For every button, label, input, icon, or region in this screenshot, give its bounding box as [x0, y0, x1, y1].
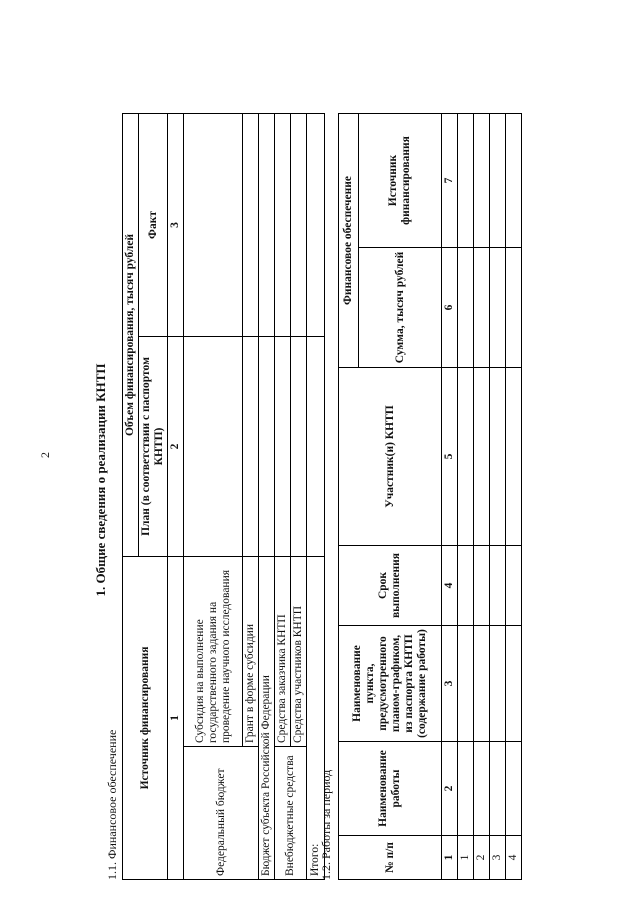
works-header-name: Наименование работы — [339, 742, 442, 836]
works-col-num-5: 5 — [442, 368, 458, 546]
finance-cell-value — [275, 113, 291, 336]
finance-row-grant-label: Грант в форме субсидии — [243, 556, 259, 746]
works-col-num-7: 7 — [442, 114, 458, 248]
works-col-num-1: 1 — [442, 836, 458, 880]
works-col-numbers-row — [442, 114, 458, 880]
table-row — [458, 114, 474, 880]
table-cell — [490, 248, 506, 368]
works-row-number: 3 — [490, 836, 506, 880]
works-row-number: 1 — [458, 836, 474, 880]
page-number: 2 — [38, 452, 52, 458]
finance-cell-value — [184, 336, 243, 556]
table-cell — [474, 546, 490, 626]
finance-header-fact: Факт — [139, 113, 168, 336]
table-cell — [490, 368, 506, 546]
table-cell — [506, 114, 522, 248]
finance-row-total — [307, 113, 325, 879]
finance-row-regional — [259, 113, 275, 879]
works-header-num: № п/п — [339, 836, 442, 880]
table-cell — [458, 626, 474, 742]
finance-cell-value — [307, 336, 325, 556]
finance-row-total-label: Итого: — [307, 556, 325, 879]
table-cell — [458, 742, 474, 836]
works-col-num-2: 2 — [442, 742, 458, 836]
finance-row-subsidy-label: Субсидия на выполнение государственного задания на проведение научного исследования — [184, 556, 243, 746]
table-cell — [474, 368, 490, 546]
finance-row-extrabudget-customer — [275, 113, 291, 879]
finance-cell-value — [291, 113, 307, 336]
finance-section-label: 1.1. Финансовое обеспечение — [105, 729, 119, 880]
finance-row-regional-label: Бюджет субъекта Российской Федерации — [259, 556, 275, 879]
table-row — [474, 114, 490, 880]
finance-header-volume: Объем финансирования, тысяч рублей — [123, 113, 139, 556]
works-header-item: Наименование пункта, предусмотренного планом-графиком, из паспорта КНТП (содержание работы) — [339, 626, 442, 742]
finance-col-num-2: 2 — [168, 336, 184, 556]
finance-col-num-3: 3 — [168, 113, 184, 336]
finance-cell-value — [243, 336, 259, 556]
finance-row-participants-label: Средства участников КНТП — [291, 556, 307, 746]
works-header-finance: Финансовое обеспечение — [339, 114, 359, 368]
finance-cell-value — [291, 336, 307, 556]
finance-col-num-1: 1 — [168, 556, 184, 879]
table-cell — [490, 114, 506, 248]
table-cell — [458, 368, 474, 546]
table-cell — [458, 248, 474, 368]
finance-cell-value — [259, 336, 275, 556]
finance-header-row — [123, 113, 139, 879]
table-cell — [490, 742, 506, 836]
finance-header-source: Источник финансирования — [123, 556, 168, 879]
table-cell — [474, 742, 490, 836]
works-header-row — [339, 114, 359, 880]
table-cell — [506, 248, 522, 368]
table-cell — [474, 626, 490, 742]
rotated-page-content — [90, 80, 519, 880]
finance-row-customer-label: Средства заказчика КНТП — [275, 556, 291, 746]
finance-row-federal-label: Федеральный бюджет — [184, 747, 259, 880]
table-cell — [458, 546, 474, 626]
finance-cell-value — [259, 113, 275, 336]
works-row-number: 4 — [506, 836, 522, 880]
page-title: 1. Общие сведения о реализации КНТП — [93, 363, 108, 597]
table-cell — [506, 742, 522, 836]
table-row — [506, 114, 522, 880]
table-row — [490, 114, 506, 880]
works-col-num-6: 6 — [442, 248, 458, 368]
works-col-num-4: 4 — [442, 546, 458, 626]
table-cell — [506, 368, 522, 546]
table-cell — [490, 546, 506, 626]
finance-col-numbers-row — [168, 113, 184, 879]
finance-cell-value — [184, 113, 243, 336]
table-cell — [506, 546, 522, 626]
table-cell — [490, 626, 506, 742]
works-col-num-3: 3 — [442, 626, 458, 742]
table-cell — [458, 114, 474, 248]
table-cell — [474, 114, 490, 248]
works-section-label: 1.2. Работы за период — [319, 769, 333, 880]
finance-row-federal-subsidy — [184, 113, 243, 879]
finance-row-extrabudget-label: Внебюджетные средства — [275, 747, 307, 880]
table-cell — [474, 248, 490, 368]
works-header-participant: Участник(и) КНТП — [339, 368, 442, 546]
works-header-term: Срок выполнения — [339, 546, 442, 626]
finance-header-plan: План (в соответствии с паспортом КНТП) — [139, 336, 168, 556]
finance-table — [122, 113, 325, 880]
finance-cell-value — [243, 113, 259, 336]
works-header-sum: Сумма, тысяч рублей — [359, 248, 442, 368]
works-row-number: 2 — [474, 836, 490, 880]
works-header-source: Источник финансирования — [359, 114, 442, 248]
finance-cell-value — [275, 336, 291, 556]
works-table — [338, 113, 522, 880]
table-cell — [506, 626, 522, 742]
finance-cell-value — [307, 113, 325, 336]
